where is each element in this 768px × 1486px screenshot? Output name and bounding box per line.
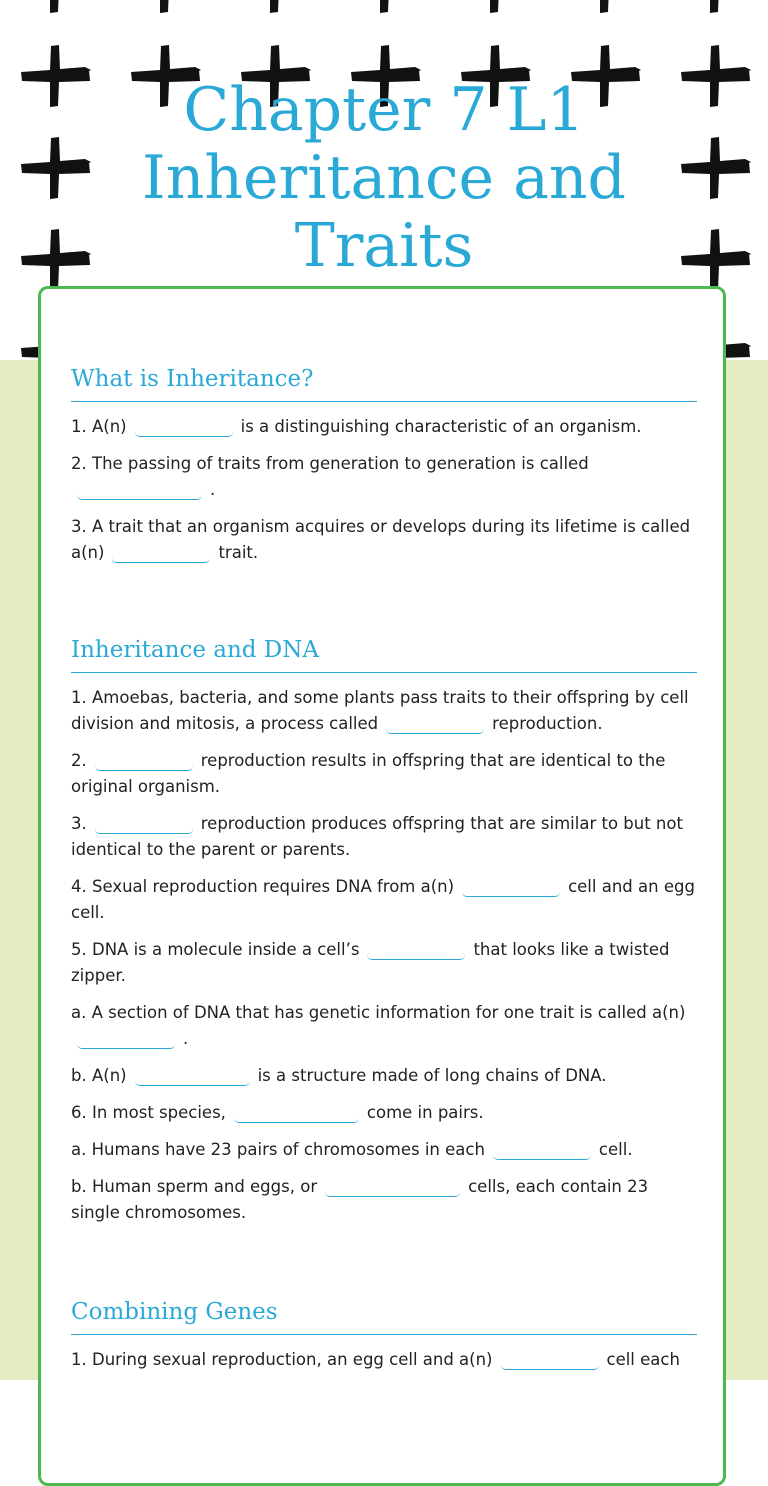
question: 2. reproduction results in offspring that are identical to the original organism. [71, 751, 666, 796]
question: 1. During sexual reproduction, an egg cell and a(n) cell each [71, 1350, 680, 1369]
question: 5. DNA is a molecule inside a cell’s that looks like a twisted zipper. [71, 940, 670, 985]
question: 1. A(n) is a distinguishing characteristic of an organism. [71, 417, 642, 436]
answer-blank[interactable] [367, 943, 465, 960]
section-inheritance-and-dna [71, 637, 697, 1226]
answer-blank[interactable] [501, 1353, 599, 1370]
answer-blank[interactable] [95, 817, 193, 834]
question: 1. Amoebas, bacteria, and some plants pass traits to their offspring by cell division and mitosis, a process called reproduction. [71, 688, 689, 733]
answer-blank[interactable] [135, 1069, 250, 1086]
question: 4. Sexual reproduction requires DNA from a(n) cell and an egg cell. [71, 877, 695, 922]
answer-blank[interactable] [325, 1180, 460, 1197]
section-heading: Combining Genes [71, 1299, 697, 1335]
question: 2. The passing of traits from generation to generation is called . [71, 454, 589, 499]
question: b. A(n) is a structure made of long chains of DNA. [71, 1066, 607, 1085]
answer-blank[interactable] [462, 880, 560, 897]
section-heading: What is Inheritance? [71, 366, 697, 402]
section-heading: Inheritance and DNA [71, 637, 697, 673]
question: b. Human sperm and eggs, or cells, each contain 23 single chromosomes. [71, 1177, 649, 1222]
answer-blank[interactable] [135, 420, 233, 437]
question: a. Humans have 23 pairs of chromosomes in each cell. [71, 1140, 633, 1159]
answer-blank[interactable] [77, 1032, 175, 1049]
worksheet-title: Chapter 7 L1 Inheritance and Traits [142, 75, 626, 281]
answer-blank[interactable] [95, 754, 193, 771]
answer-blank[interactable] [77, 483, 202, 500]
answer-blank[interactable] [112, 546, 210, 563]
section-combining-genes [71, 1299, 697, 1373]
section-what-is-inheritance [71, 366, 697, 566]
question: a. A section of DNA that has genetic information for one trait is called a(n) . [71, 1003, 686, 1048]
question: 3. reproduction produces offspring that are similar to but not identical to the parent or parents. [71, 814, 683, 859]
answer-blank[interactable] [493, 1143, 591, 1160]
question: 3. A trait that an organism acquires or develops during its lifetime is called a(n) trait. [71, 517, 691, 562]
question: 6. In most species, come in pairs. [71, 1103, 484, 1122]
answer-blank[interactable] [386, 717, 484, 734]
answer-blank[interactable] [234, 1106, 359, 1123]
